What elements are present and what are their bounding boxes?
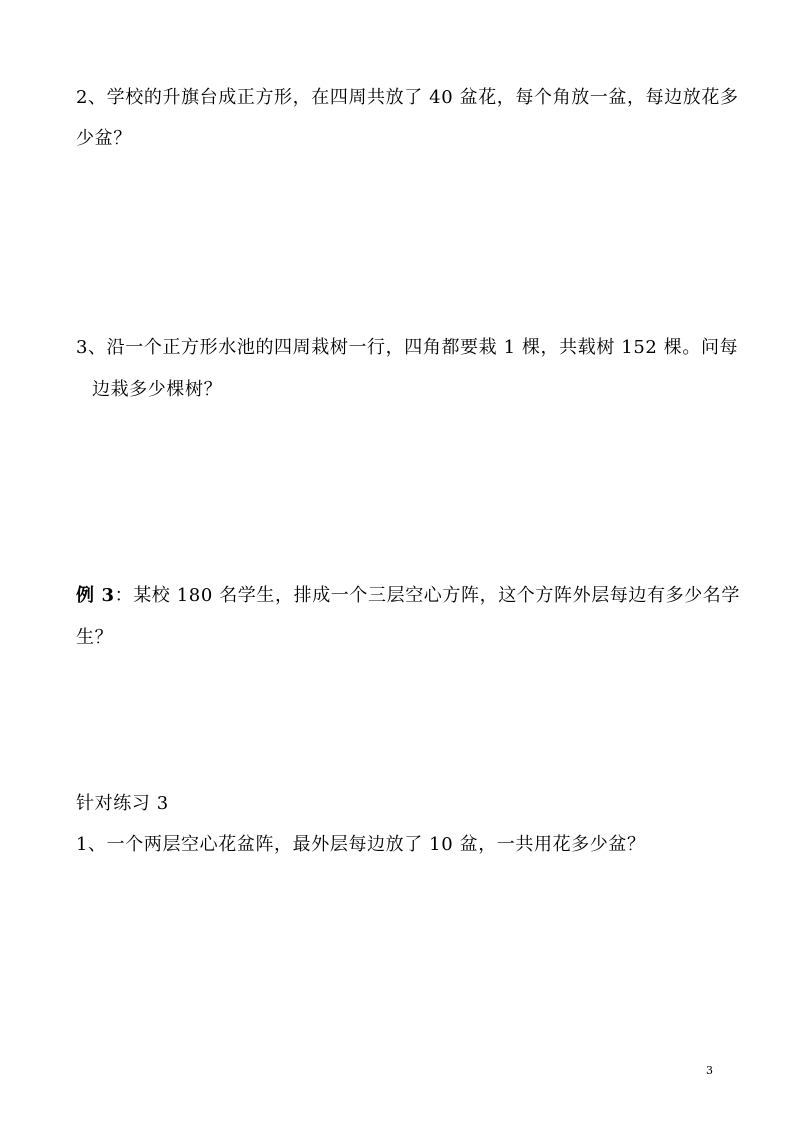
example-3-line-1 <box>76 584 740 608</box>
example-text: ：某校 180 名学生，排成一个三层空心方阵，这个方阵外层每边有多少名学 <box>114 585 740 606</box>
example-3-line-2: 生？ <box>76 627 114 648</box>
problem-3-line-1: 3、沿一个正方形水池的四周栽树一行，四角都要栽 1 棵，共载树 152 棵。问每 <box>76 337 739 358</box>
example-label: 例 3 <box>76 585 115 606</box>
problem-2-line-2: 少盆？ <box>76 128 132 149</box>
practice-heading: 针对练习 3 <box>76 793 169 814</box>
problem-2-line-1: 2、学校的升旗台成正方形，在四周共放了 40 盆花，每个角放一盆，每边放花多 <box>76 87 739 108</box>
problem-3-line-2: 边栽多少棵树？ <box>92 379 223 400</box>
page-number: 3 <box>706 1064 713 1077</box>
practice-problem-1: 1、一个两层空心花盆阵，最外层每边放了 10 盆，一共用花多少盆？ <box>76 834 646 855</box>
